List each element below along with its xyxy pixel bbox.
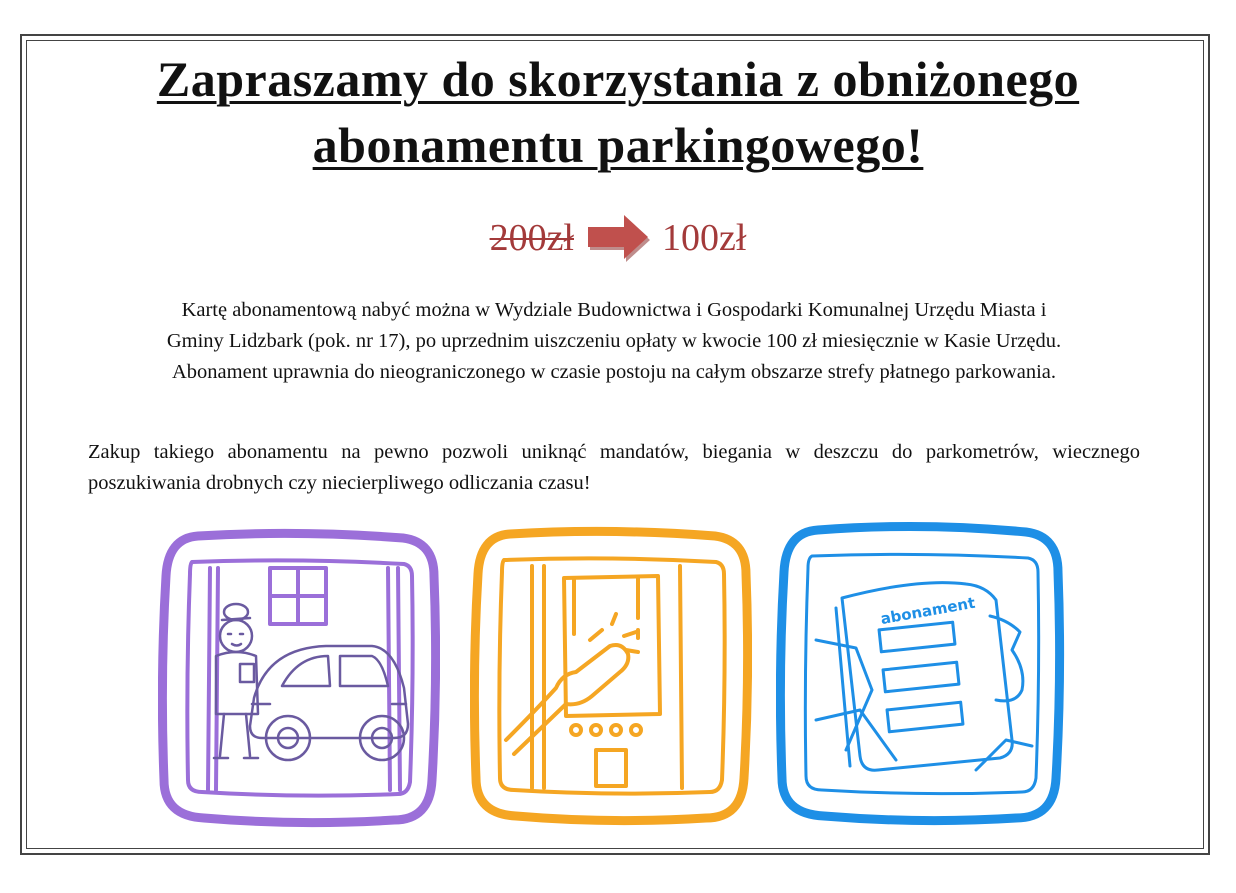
price-change: [0, 208, 1236, 268]
benefits-paragraph: Zakup takiego abonamentu na pewno pozwoli uniknąć mandatów, biegania w deszczu do parkometrów, wiecznego poszukiwania drobnych czy niecierpliwego odliczania czasu!: [88, 441, 1140, 494]
right-arrow-icon: [586, 213, 650, 263]
parking-meter-illustration: [470, 526, 752, 826]
headline: [0, 46, 1236, 178]
illustrations-row: [0, 520, 1236, 830]
purchase-info-paragraph: [88, 295, 1140, 388]
purchase-info-line-2: Gminy Lidzbark (pok. nr 17), po uprzednim uiszczeniu opłaty w kwocie 100 zł miesięcznie w Kasie Urzędu.: [166, 330, 1062, 352]
old-price: 200zł: [489, 217, 574, 259]
headline-line-1: Zapraszamy do skorzystania z obniżonego: [156, 51, 1080, 107]
parking-car-illustration: [158, 528, 440, 828]
new-price: 100zł: [662, 217, 747, 259]
card-label: abonament: [879, 593, 977, 629]
purchase-info-line-3: Abonament uprawnia do nieograniczonego w czasie postoju na całym obszarze strefy płatnego parkowania.: [171, 361, 1057, 383]
purchase-info-line-1: Kartę abonamentową nabyć można w Wydziale Budownictwa i Gospodarki Komunalnej Urzędu Miasta i: [181, 299, 1047, 321]
headline-line-2: abonamentu parkingowego!: [312, 117, 924, 173]
subscription-card-illustration: [776, 520, 1066, 826]
